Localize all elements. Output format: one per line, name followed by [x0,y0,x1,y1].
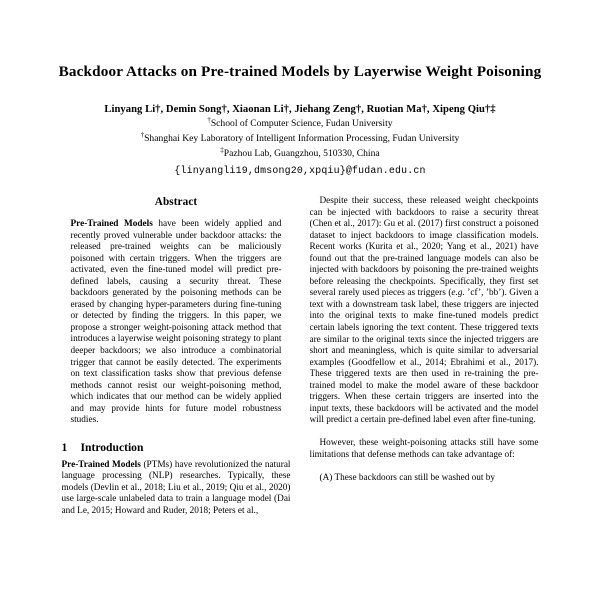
introduction-rest: (PTMs) have revolutionized the natural language processing (NLP) researches. Typically, these models (Devlin et al., 2018; Liu et al., 2019; Qiu et al., 2020) use large-scale unlabeled data to train a language model (Dai and Le, 2015; Howard and Ruder, 2018; Peters et al., [61,459,291,517]
abstract-rest: have been widely applied and recently proved vulnerable under backdoor attacks: the released pre-trained weights can be maliciously poisoned with certain triggers. When the triggers are activated, even the fine-tuned model will predict pre-defined labels, causing a security threat. These backdoors generated by the poisoning methods can be erased by changing hyper-parameters during fine-tuning or detected by finding the triggers. In this paper, we propose a stronger weight-poisoning attack method that introduces a layerwise weight poisoning strategy to plant deeper backdoors; we also introduce a combinatorial trigger that cannot be easily detected. The experiments on text classification tasks show that previous defense methods cannot resist our weight-poisoning method, which indicates that our method can be widely applied and may provide hints for future model robustness studies. [70,219,282,426]
page-title: Backdoor Attacks on Pre-trained Models by Layerwise Weight Poisoning [58,63,542,80]
right-column [310,196,539,600]
abstract-heading: Abstract [154,196,198,208]
right-paragraph-1-italic: e.g. [451,288,465,299]
right-paragraph-2: However, these weight-poisoning attacks still have some limitations that defense methods can take advantage of: [309,438,539,461]
affiliation-3 [0,147,600,161]
introduction-paragraph-1 [62,460,291,518]
affiliation-3-text: Pazhou Lab, Guangzhou, 510330, China [223,147,380,159]
introduction-lead-bold: Pre-Trained Models [61,459,141,470]
left-column [62,196,291,600]
affiliation-1-text: School of Computer Science, Fudan University [210,118,393,130]
right-paragraph-1 [310,196,539,427]
abstract-paragraph [71,219,282,427]
right-paragraph-1-part2: ’cf’, ’bb’). Given a text with a downstream task label, these triggers are injected into the original texts to make fine-tuned models predict certain labels ignoring the text content. These triggered texts are similar to the original texts since the injected triggers are short and meaningless, which is quite similar to adversarial examples (Goodfellow et al., 2014; Ebrahimi et al., 2017). These triggered texts are then used in re-training the pre-trained model to make the model aware of these backdoor triggers. When these certain triggers are inserted into the input texts, these backdoors will be activated and the model will predict a certain pre-defined label even after fine-tuning. [309,288,539,426]
abstract-lead-bold: Pre-Trained Models [70,219,153,229]
contact-email: {linyangli19,dmsong20,xpqiu}@fudan.edu.cn [174,165,426,177]
right-paragraph-1-part1: Despite their success, these released weight checkpoints can be injected with backdoors to raise a security threat (Chen et al., 2017): Gu et al. (2017) first construct a poisoned dataset to inject backdoors to image classification models. Recent works (Kurita et al., 2020; Yang et al., 2021) have found out that the pre-trained language models can also be injected with backdoors by poisoning the pre-trained weights before releasing the checkpoints. Specifically, they first set several rarely used pieces as triggers ( [309,196,539,299]
abstract-body [62,219,291,427]
affiliation-2-marker: † [140,131,145,139]
author-names: Linyang Li†, Demin Song†, Xiaonan Li†, Jiehang Zeng†, Ruotian Ma†, Xipeng Qiu†‡ [104,104,496,116]
title-block [0,0,600,176]
author-list [0,103,600,116]
affiliation-3-marker: ‡ [220,146,224,154]
introduction-title: Introduction [80,440,144,454]
introduction-heading [62,441,291,454]
affiliation-1 [0,117,600,131]
affiliation-1-marker: † [207,117,211,125]
right-paragraph-3-clipped: (A) These backdoors can still be washed out by [319,473,496,484]
affiliation-2-text: Shanghai Key Laboratory of Intelligent Information Processing, Fudan University [144,133,460,145]
introduction-number: 1 [61,440,68,454]
body-columns [0,196,600,600]
affiliation-2 [0,132,600,146]
